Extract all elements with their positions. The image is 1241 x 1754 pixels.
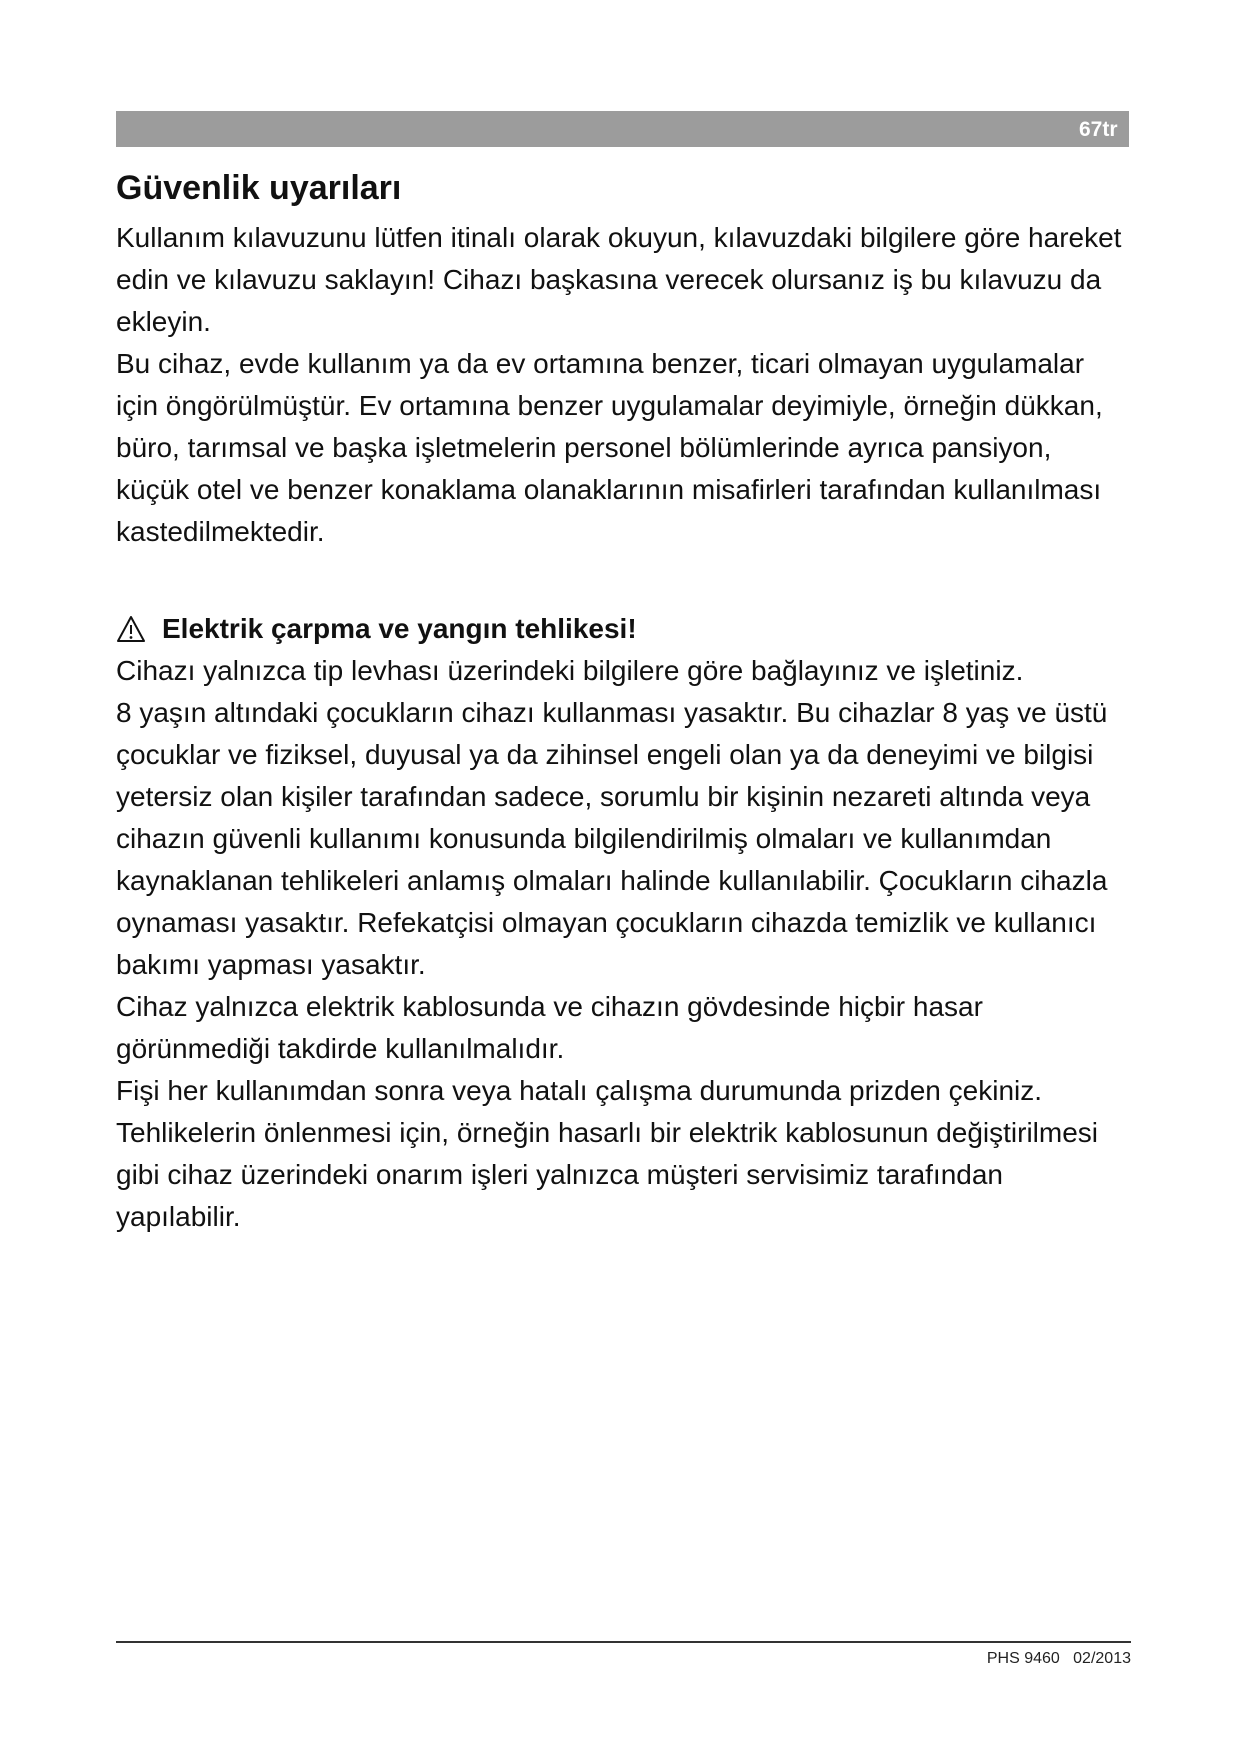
main-content xyxy=(116,168,1131,1238)
page-title: Güvenlik uyarıları xyxy=(116,169,402,207)
warning-heading xyxy=(116,608,1131,650)
footer-date: 02/2013 xyxy=(1073,1650,1131,1667)
warning-paragraph-plug: Fişi her kullanımdan sonra veya hatalı çalışma durumunda prizden çekiniz. xyxy=(116,1074,1043,1106)
intro-paragraph-household: Bu cihaz, evde kullanım ya da ev ortamına benzer, ticari olmayan uygulamalar için öngörülmüştür. Ev ortamına benzer uygulamalar deyimiyle, örneğin dükkan, büro, tarımsal ve başka işletmelerin personel bölümlerinde ayrıca pansiyon, küçük otel ve benzer konaklama olanaklarının misafirleri tarafından kullanılması kastedilmektedir. xyxy=(116,347,1103,547)
warning-heading-text: Elektrik çarpma ve yangın tehlikesi! xyxy=(162,612,637,644)
warning-paragraph-cable: Cihaz yalnızca elektrik kablosunda ve cihazın gövdesinde hiçbir hasar görünmediği takdirde kullanılmalıdır. xyxy=(116,990,983,1064)
header-bar xyxy=(116,111,1129,147)
warning-paragraph-rating-plate: Cihazı yalnızca tip levhası üzerindeki bilgilere göre bağlayınız ve işletiniz. xyxy=(116,654,1024,686)
footer-divider xyxy=(116,1641,1131,1643)
page-number: 67tr xyxy=(1079,119,1118,140)
footer-model: PHS 9460 xyxy=(986,1650,1060,1667)
warning-paragraph-children: 8 yaşın altındaki çocukların cihazı kullanması yasaktır. Bu cihazlar 8 yaş ve üstü çocuklar ve fiziksel, duyusal ya da zihinsel engeli olan ya da deneyimi ve bilgisi yetersiz olan kişiler tarafından sadece, sorumlu bir kişinin nezareti altında veya cihazın güvenli kullanımı konusunda bilgilendirilmiş olmaları ve kullanımdan kaynaklanan tehlikeleri anlamış olmaları halinde kullanılabilir. Çocukların cihazla oynaması yasaktır. Refekatçisi olmayan çocukların cihazda temizlik ve kullanıcı bakımı yapması yasaktır. xyxy=(116,696,1108,980)
warning-paragraph-repairs: Tehlikelerin önlenmesi için, örneğin hasarlı bir elektrik kablosunun değiştirilmesi gibi cihaz üzerindeki onarım işleri yalnızca müşteri servisimiz tarafından yapılabilir. xyxy=(116,1116,1099,1232)
footer xyxy=(987,1651,1131,1667)
warning-triangle-icon xyxy=(116,615,146,643)
intro-paragraph-usage: Kullanım kılavuzunu lütfen itinalı olarak okuyun, kılavuzdaki bilgilere göre hareket edin ve kılavuzu saklayın! Cihazı başkasına verecek olursanız iş bu kılavuzu da ekleyin. xyxy=(116,221,1122,337)
